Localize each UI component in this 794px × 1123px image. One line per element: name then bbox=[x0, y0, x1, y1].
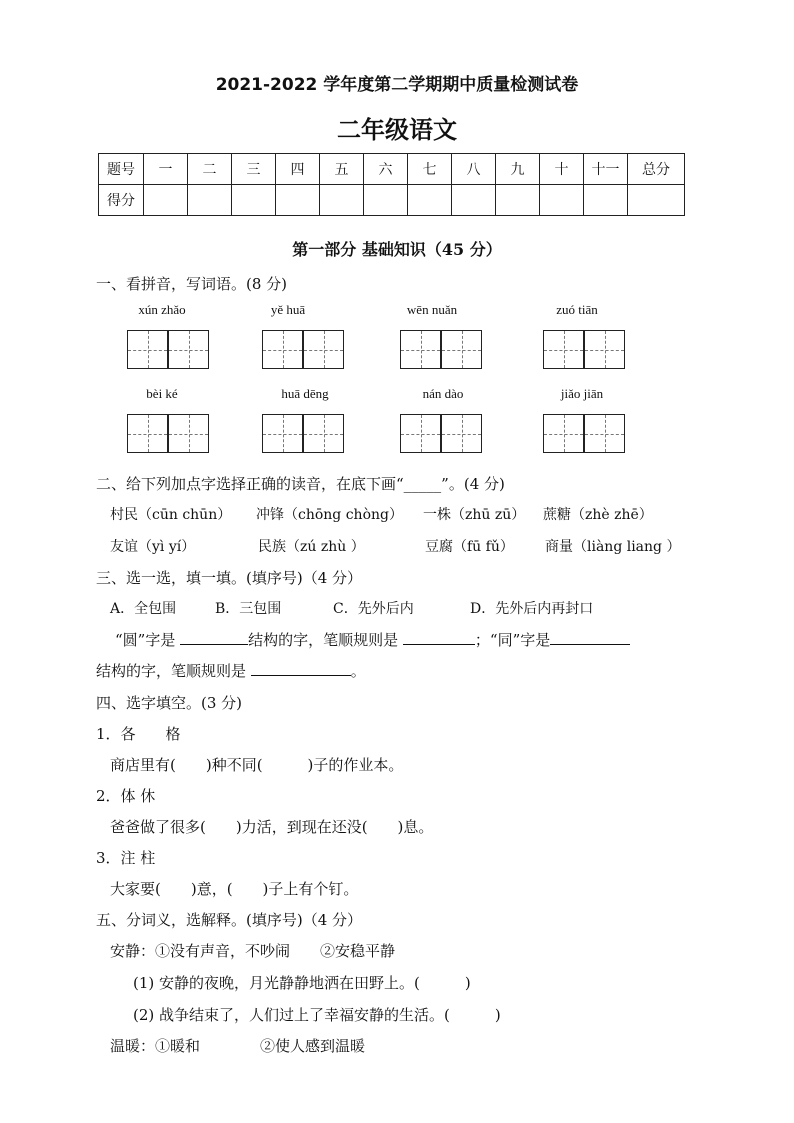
pinyin-label: bèi ké bbox=[146, 386, 178, 401]
q5-word-definitions: 安静：①没有声音，不吵闹 ②安稳平静 bbox=[110, 942, 396, 960]
part1-title: 第一部分 基础知识（45 分） bbox=[292, 240, 502, 259]
score-cell[interactable] bbox=[584, 185, 628, 216]
option-label: A．全包围 bbox=[110, 601, 177, 617]
score-row-label: 得分 bbox=[99, 185, 144, 216]
writing-grid-box[interactable] bbox=[168, 414, 209, 453]
score-cell[interactable] bbox=[144, 185, 188, 216]
q4-choice-group: 3．注 柱 bbox=[96, 849, 156, 867]
reading-choice[interactable]: 冲锋（chōng chòng） bbox=[256, 507, 403, 523]
score-cell[interactable] bbox=[276, 185, 320, 216]
score-header-cell: 十 bbox=[540, 154, 584, 185]
q4-sentence[interactable]: 大家要( )意，( )子上有个钉。 bbox=[110, 880, 359, 898]
writing-grid-box[interactable] bbox=[400, 330, 441, 369]
score-header-cell: 五 bbox=[320, 154, 364, 185]
score-cell[interactable] bbox=[452, 185, 496, 216]
writing-grid-box[interactable] bbox=[262, 330, 303, 369]
score-header-cell: 八 bbox=[452, 154, 496, 185]
score-cell[interactable] bbox=[364, 185, 408, 216]
score-cell[interactable] bbox=[320, 185, 364, 216]
q3-line2 bbox=[96, 660, 366, 681]
q3-text: 结构的字，笔顺规则是 bbox=[96, 662, 247, 680]
writing-grid-box[interactable] bbox=[127, 330, 168, 369]
score-cell[interactable] bbox=[408, 185, 452, 216]
score-cell[interactable] bbox=[232, 185, 276, 216]
writing-grid-box[interactable] bbox=[543, 330, 584, 369]
score-cell[interactable] bbox=[628, 185, 685, 216]
pinyin-label: yě huā bbox=[270, 302, 306, 317]
writing-grid-box[interactable] bbox=[400, 414, 441, 453]
exam-subtitle: 二年级语文 bbox=[337, 116, 457, 144]
score-header-cell: 四 bbox=[276, 154, 320, 185]
score-header-cell: 总分 bbox=[628, 154, 685, 185]
exam-title: 2021-2022 学年度第二学期期中质量检测试卷 bbox=[215, 75, 579, 95]
q4-choice-group: 1．各 格 bbox=[96, 725, 181, 743]
q5-sentence[interactable]: (2) 战争结束了，人们过上了幸福安静的生活。( ) bbox=[133, 1006, 501, 1024]
q2-title: 二、给下列加点字选择正确的读音，在底下画“_____”。(4 分) bbox=[96, 475, 505, 493]
q4-title: 四、选字填空。(3 分) bbox=[96, 694, 243, 712]
answer-blank[interactable] bbox=[180, 630, 248, 645]
writing-grid-box[interactable] bbox=[168, 330, 209, 369]
q4-sentence[interactable]: 爸爸做了很多( )力活，到现在还没( )息。 bbox=[110, 818, 434, 836]
writing-grid-box[interactable] bbox=[543, 414, 584, 453]
score-header-cell: 一 bbox=[144, 154, 188, 185]
score-header-cell: 题号 bbox=[99, 154, 144, 185]
option-label: D．先外后内再封口 bbox=[470, 601, 594, 617]
reading-choice[interactable]: 友谊（yì yí） bbox=[110, 539, 196, 555]
score-table bbox=[98, 153, 685, 216]
q3-title: 三、选一选，填一填。(填序号)（4 分） bbox=[96, 569, 363, 587]
pinyin-label: jiǎo jiān bbox=[560, 386, 604, 401]
score-cell[interactable] bbox=[496, 185, 540, 216]
writing-grid-box[interactable] bbox=[262, 414, 303, 453]
pinyin-label: wēn nuǎn bbox=[406, 302, 458, 317]
pinyin-label: nán dào bbox=[422, 386, 464, 401]
q3-text: ；“同”字是 bbox=[474, 631, 551, 649]
score-header-cell: 六 bbox=[364, 154, 408, 185]
pinyin-label: zuó tiān bbox=[556, 302, 598, 317]
q3-text: 结构的字，笔顺规则是 bbox=[248, 631, 399, 649]
reading-choice[interactable]: 村民（cūn chūn） bbox=[110, 507, 232, 523]
score-cell[interactable] bbox=[188, 185, 232, 216]
q3-text: 。 bbox=[350, 662, 366, 680]
option-label: B．三包围 bbox=[215, 601, 282, 617]
reading-choice[interactable]: 一株（zhū zū） bbox=[423, 507, 526, 523]
pinyin-label: huā dēng bbox=[281, 386, 329, 401]
writing-grid-box[interactable] bbox=[584, 414, 625, 453]
answer-blank[interactable] bbox=[403, 630, 475, 645]
score-header-cell: 三 bbox=[232, 154, 276, 185]
writing-grid-box[interactable] bbox=[303, 414, 344, 453]
score-header-cell: 七 bbox=[408, 154, 452, 185]
q4-choice-group: 2．体 休 bbox=[96, 787, 156, 805]
answer-blank[interactable] bbox=[550, 630, 630, 645]
q3-text: “圆”字是 bbox=[115, 631, 176, 649]
score-header-cell: 九 bbox=[496, 154, 540, 185]
q1-title: 一、看拼音，写词语。(8 分) bbox=[96, 275, 288, 293]
pinyin-label: xún zhǎo bbox=[138, 302, 186, 317]
writing-grid-box[interactable] bbox=[127, 414, 168, 453]
reading-choice[interactable]: 豆腐（fū fǔ） bbox=[425, 539, 514, 555]
option-label: C．先外后内 bbox=[333, 601, 414, 617]
writing-grid-box[interactable] bbox=[441, 414, 482, 453]
answer-blank[interactable] bbox=[251, 661, 351, 676]
score-cell[interactable] bbox=[540, 185, 584, 216]
reading-choice[interactable]: 民族（zú zhù ） bbox=[258, 539, 365, 555]
score-header-cell: 十一 bbox=[584, 154, 628, 185]
q5-sentence[interactable]: (1) 安静的夜晚，月光静静地洒在田野上。( ) bbox=[133, 974, 471, 992]
score-header-cell: 二 bbox=[188, 154, 232, 185]
reading-choice[interactable]: 商量（liàng liang ） bbox=[545, 539, 681, 555]
q4-sentence[interactable]: 商店里有( )种不同( )子的作业本。 bbox=[110, 756, 404, 774]
writing-grid-box[interactable] bbox=[441, 330, 482, 369]
writing-grid-box[interactable] bbox=[584, 330, 625, 369]
reading-choice[interactable]: 蔗糖（zhè zhē） bbox=[543, 507, 653, 523]
writing-grid-box[interactable] bbox=[303, 330, 344, 369]
q5-title: 五、分词义，选解释。(填序号)（4 分） bbox=[96, 911, 363, 929]
q3-line1 bbox=[115, 629, 630, 650]
q5-word-definitions: 温暖：①暖和 ②使人感到温暖 bbox=[110, 1037, 366, 1055]
